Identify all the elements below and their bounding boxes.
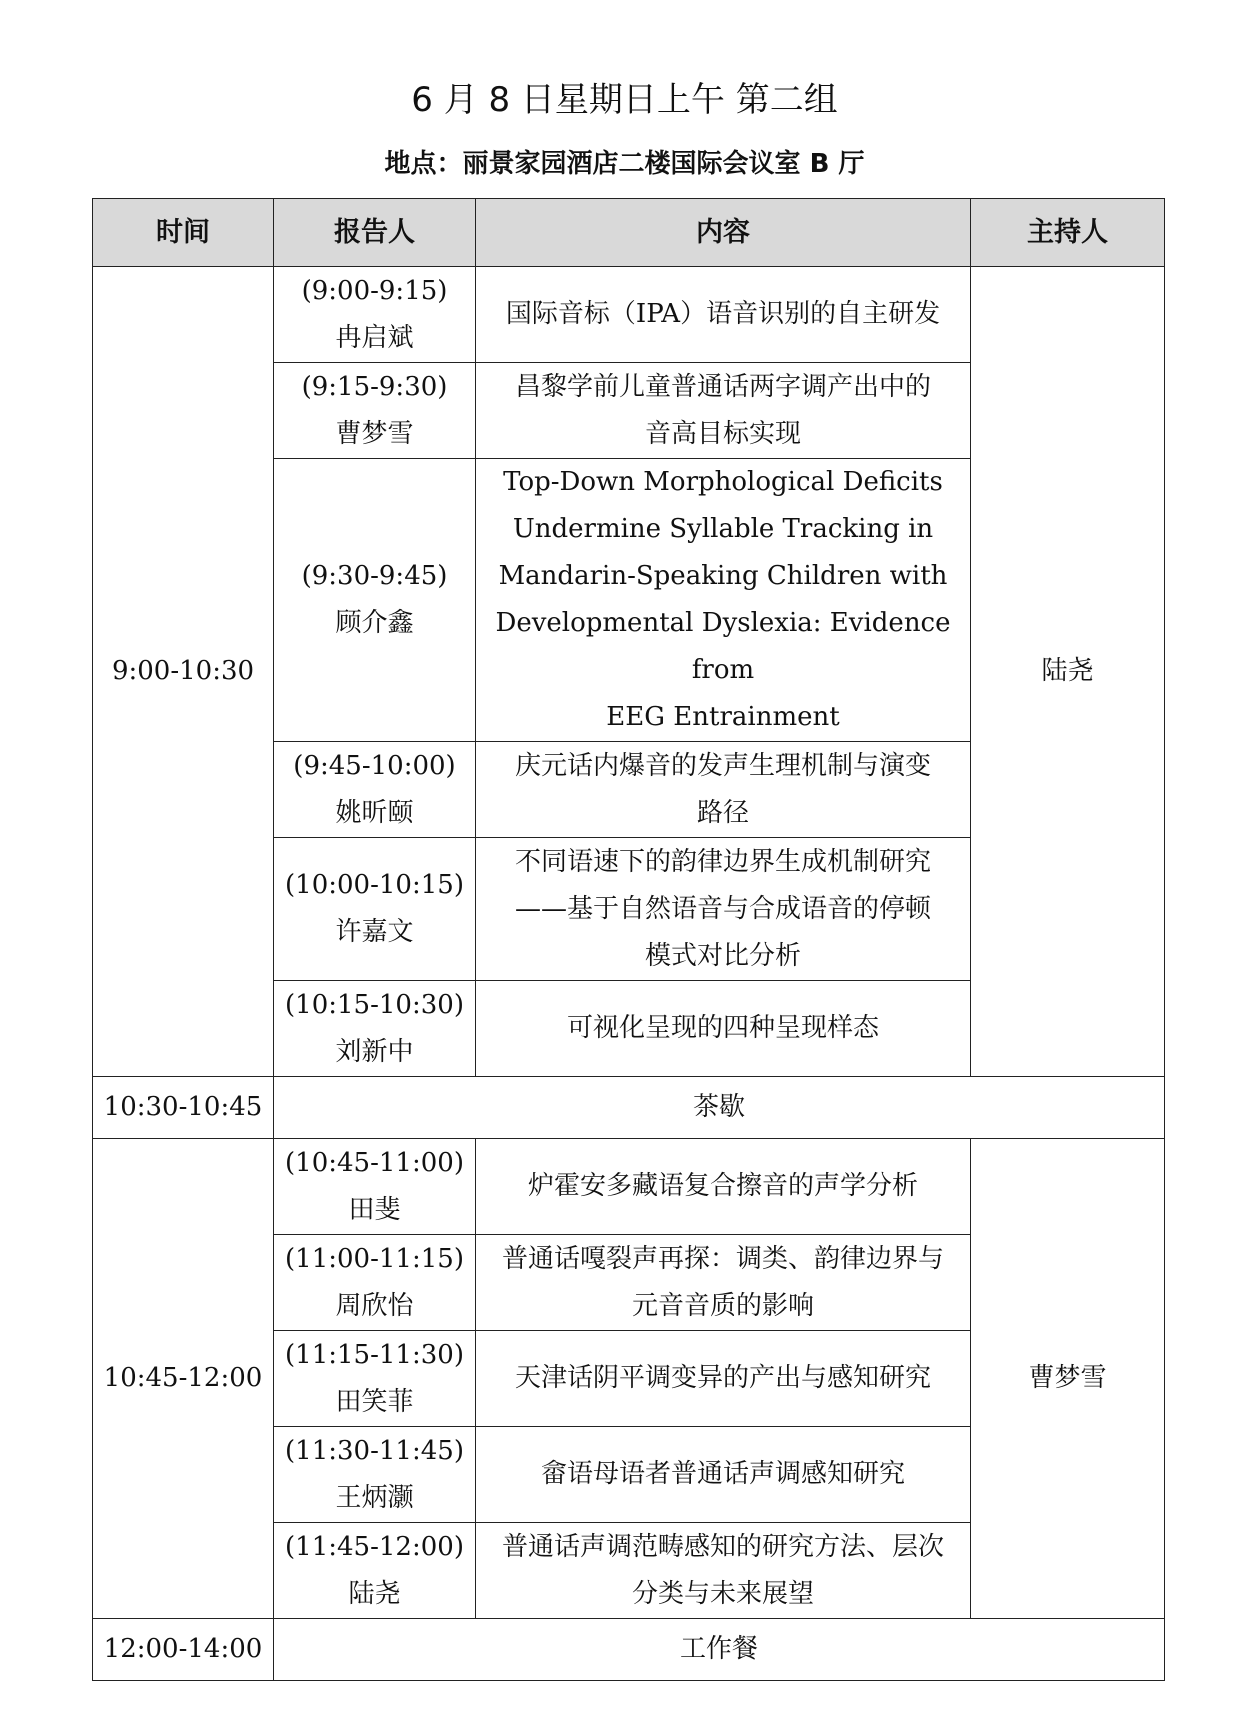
content-line: 天津话阴平调变异的产出与感知研究 — [514, 1363, 931, 1393]
speaker-cell — [274, 1427, 476, 1523]
content-line: Undermine Syllable Tracking in — [512, 514, 934, 544]
speaker-name: 曹梦雪 — [335, 418, 414, 449]
talk-slot-time: (10:00-10:15) — [285, 870, 464, 900]
speaker-name: 陆尧 — [348, 1578, 401, 1609]
header-time: 时间 — [93, 199, 274, 267]
talk-slot-time: (10:15-10:30) — [285, 989, 464, 1020]
content-line: 炉霍安多藏语复合擦音的声学分析 — [527, 1171, 918, 1201]
lunch-row — [93, 1619, 1165, 1681]
speaker-name: 冉启斌 — [335, 322, 414, 353]
content-cell — [476, 742, 971, 838]
content-cell — [476, 363, 971, 459]
content-line: 普通话嘎裂声再探：调类、韵律边界与 — [501, 1243, 944, 1274]
talk-slot-time: (9:15-9:30) — [301, 371, 448, 402]
content-cell — [476, 1331, 971, 1427]
content-line: 音高目标实现 — [644, 418, 801, 449]
talk-slot-time: (10:45-11:00) — [285, 1147, 464, 1178]
content-line: 路径 — [696, 797, 749, 828]
speaker-cell — [274, 742, 476, 838]
content-line: 昌黎学前儿童普通话两字调产出中的 — [514, 371, 931, 402]
speaker-name: 周欣怡 — [335, 1290, 414, 1321]
content-line: EEG Entrainment — [606, 702, 840, 732]
speaker-cell — [274, 1235, 476, 1331]
speaker-name: 许嘉文 — [335, 917, 414, 947]
content-line: 畲语母语者普通话声调感知研究 — [540, 1459, 905, 1489]
content-line: Developmental Dyslexia: Evidence from — [495, 608, 951, 685]
speaker-cell — [274, 1139, 476, 1235]
page-title: 6 月 8 日星期日上午 第二组 — [411, 80, 838, 120]
session-time: 10:45-12:00 — [93, 1139, 274, 1619]
lunch-label: 工作餐 — [274, 1619, 1165, 1681]
content-line: Top-Down Morphological Deficits — [503, 467, 943, 497]
content-line: 可视化呈现的四种呈现样态 — [566, 1013, 879, 1043]
speaker-cell — [274, 363, 476, 459]
content-line: 元音音质的影响 — [631, 1290, 814, 1321]
content-cell — [476, 1139, 971, 1235]
speaker-cell — [274, 267, 476, 363]
talk-slot-time: (11:30-11:45) — [285, 1435, 464, 1466]
content-line: 普通话声调范畴感知的研究方法、层次 — [501, 1531, 944, 1562]
talk-slot-time: (11:45-12:00) — [285, 1531, 464, 1562]
speaker-name: 顾介鑫 — [335, 608, 414, 638]
speaker-name: 刘新中 — [335, 1036, 414, 1067]
schedule-body — [93, 267, 1165, 1681]
speaker-cell — [274, 1523, 476, 1619]
talk-slot-time: (11:00-11:15) — [285, 1243, 464, 1274]
session-host: 陆尧 — [971, 267, 1165, 1077]
lunch-time: 12:00-14:00 — [93, 1619, 274, 1681]
speaker-cell — [274, 981, 476, 1077]
break-row — [93, 1077, 1165, 1139]
speaker-cell — [274, 838, 476, 981]
talk-slot-time: (9:00-9:15) — [301, 275, 448, 306]
content-cell — [476, 459, 971, 742]
session-host: 曹梦雪 — [971, 1139, 1165, 1619]
content-cell — [476, 1427, 971, 1523]
speaker-name: 王炳灏 — [335, 1482, 414, 1513]
talk-row — [93, 267, 1165, 363]
content-line: 分类与未来展望 — [631, 1578, 814, 1609]
talk-slot-time: (9:45-10:00) — [293, 750, 456, 781]
break-label: 茶歇 — [274, 1077, 1165, 1139]
header-content: 内容 — [476, 199, 971, 267]
talk-slot-time: (9:30-9:45) — [301, 561, 448, 591]
content-cell — [476, 981, 971, 1077]
talk-row — [93, 1139, 1165, 1235]
header-host: 主持人 — [971, 199, 1165, 267]
speaker-name: 田斐 — [348, 1194, 401, 1225]
content-cell — [476, 267, 971, 363]
content-line: Mandarin-Speaking Children with — [498, 561, 948, 591]
talk-slot-time: (11:15-11:30) — [285, 1339, 464, 1370]
content-line: 庆元话内爆音的发声生理机制与演变 — [514, 750, 931, 781]
content-cell — [476, 838, 971, 981]
content-cell — [476, 1523, 971, 1619]
content-line: ——基于自然语音与合成语音的停顿 — [514, 893, 931, 924]
speaker-cell — [274, 459, 476, 742]
content-line: 模式对比分析 — [644, 940, 801, 971]
header-row — [93, 199, 1165, 267]
location-subtitle: 地点：丽景家园酒店二楼国际会议室 B 厅 — [384, 149, 865, 179]
break-time: 10:30-10:45 — [93, 1077, 274, 1139]
speaker-name: 田笑菲 — [335, 1386, 414, 1417]
content-line: 国际音标（IPA）语音识别的自主研发 — [505, 299, 941, 329]
speaker-name: 姚昕颐 — [335, 797, 414, 828]
session-time: 9:00-10:30 — [93, 267, 274, 1077]
content-line: 不同语速下的韵律边界生成机制研究 — [514, 846, 931, 877]
content-cell — [476, 1235, 971, 1331]
schedule-table — [92, 198, 1165, 1681]
speaker-cell — [274, 1331, 476, 1427]
header-speaker: 报告人 — [274, 199, 476, 267]
